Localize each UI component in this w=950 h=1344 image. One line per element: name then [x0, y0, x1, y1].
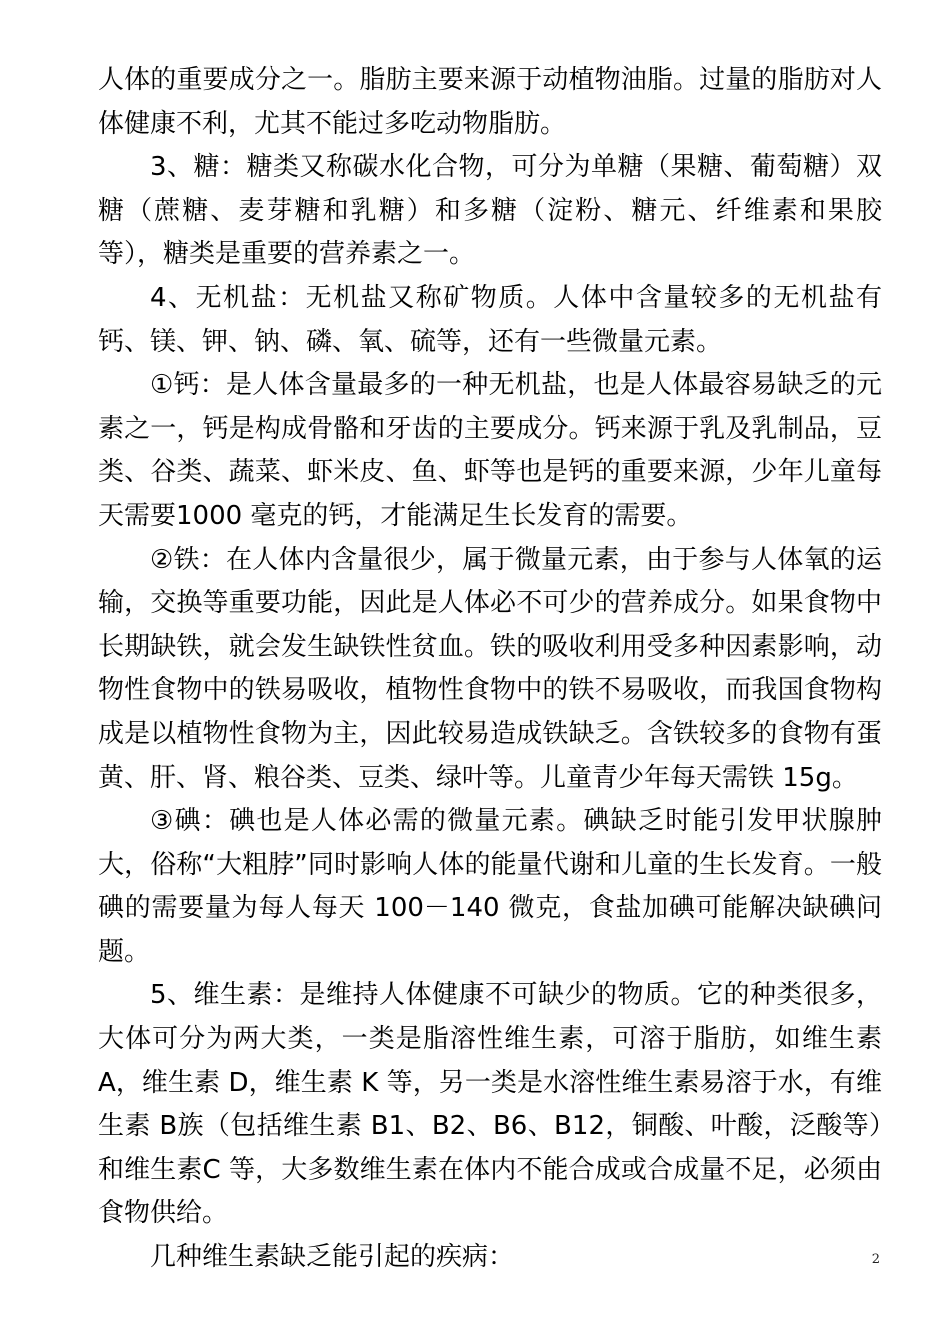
- paragraph-fat-continuation: 人体的重要成分之一。脂肪主要来源于动植物油脂。过量的脂肪对人体健康不利，尤其不能过多吃动物脂肪。: [98, 65, 882, 139]
- page-number: 2: [871, 1252, 880, 1267]
- paragraph-sugar: 3、糖：糖类又称碳水化合物，可分为单糖（果糖、葡萄糖）双糖（蔗糖、麦芽糖和乳糖）和多糖（淀粉、糖元、纤维素和果胶等），糖类是重要的营养素之一。: [98, 152, 882, 270]
- paragraph-calcium: ①钙：是人体含量最多的一种无机盐，也是人体最容易缺乏的元素之一，钙是构成骨骼和牙齿的主要成分。钙来源于乳及乳制品，豆类、谷类、蔬菜、虾米皮、鱼、虾等也是钙的重要来源，少年儿童每天需要1000 毫克的钙，才能满足生长发育的需要。: [98, 370, 882, 531]
- paragraph-vitamin-deficiency-intro: 几种维生素缺乏能引起的疾病：: [150, 1242, 515, 1273]
- body-text: [98, 59, 882, 1280]
- paragraph-iodine: ③碘：碘也是人体必需的微量元素。碘缺乏时能引发甲状腺肿大，俗称“大粗脖”同时影响人体的能量代谢和儿童的生长发育。一般碘的需要量为每人每天 100－140 微克，食盐加碘可能解决缺碘问题。: [98, 806, 882, 967]
- paragraph-inorganic-salt: 4、无机盐：无机盐又称矿物质。人体中含量较多的无机盐有钙、镁、钾、钠、磷、氧、硫等，还有一些微量元素。: [98, 282, 882, 357]
- paragraph-iron: ②铁：在人体内含量很少，属于微量元素，由于参与人体氧的运输，交换等重要功能，因此是人体必不可少的营养成分。如果食物中长期缺铁，就会发生缺铁性贫血。铁的吸收利用受多种因素影响，动物性食物中的铁易吸收，植物性食物中的铁不易吸收，而我国食物构成是以植物性食物为主，因此较易造成铁缺乏。含铁较多的食物有蛋黄、肝、肾、粮谷类、豆类、绿叶等。儿童青少年每天需铁 15g。: [98, 544, 882, 793]
- paragraph-vitamins: 5、维生素：是维持人体健康不可缺少的物质。它的种类很多，大体可分为两大类，一类是脂溶性维生素，可溶于脂肪，如维生素 A，维生素 D，维生素 K 等，另一类是水溶性维生素易溶于水，有维生素 B族（包括维生素 B1、B2、B6、B12，铜酸、叶酸，泛酸等）和维生素C 等，大多数维生素在体内不能合成或合成量不足，必须由食物供给。: [98, 980, 882, 1229]
